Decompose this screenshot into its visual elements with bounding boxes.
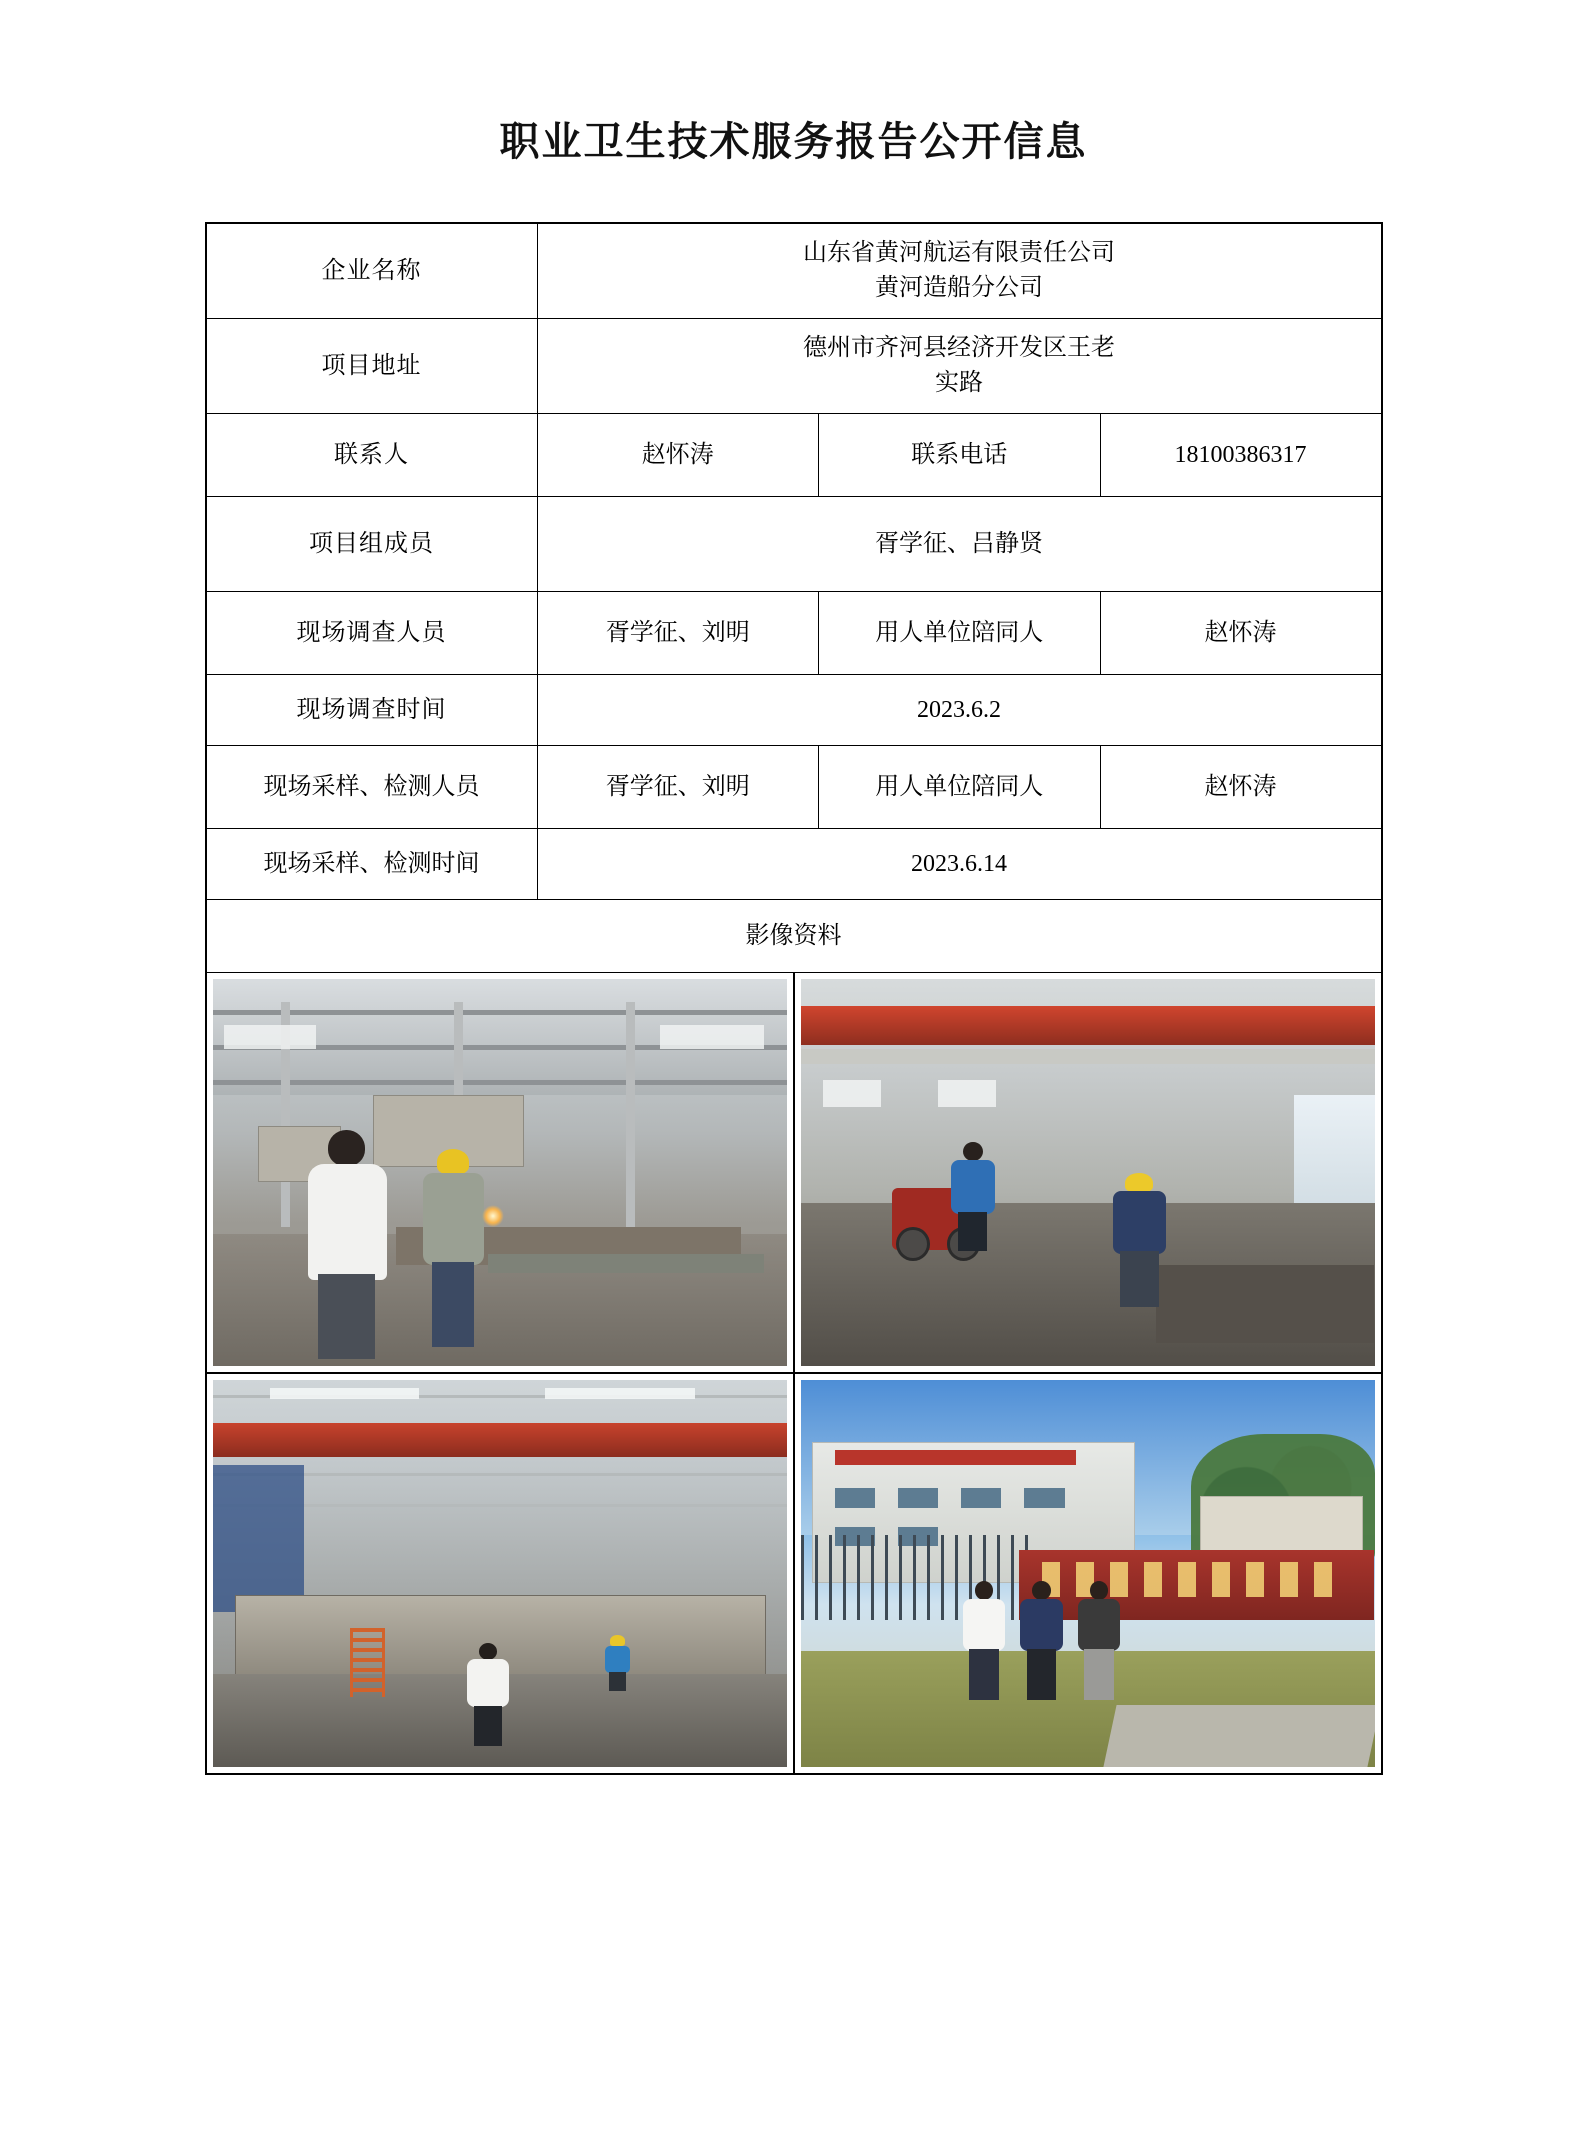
info-table-wrapper bbox=[205, 222, 1383, 1775]
person-head bbox=[975, 1581, 993, 1600]
hard-hat bbox=[1125, 1173, 1153, 1193]
row-value-survey-staff: 胥学征、刘明 bbox=[537, 592, 819, 675]
person-shape bbox=[1076, 1581, 1122, 1697]
row-label-survey-escort: 用人单位陪同人 bbox=[819, 592, 1101, 675]
person-shape bbox=[1019, 1581, 1065, 1697]
building-signboard-shape bbox=[835, 1450, 1076, 1465]
photo-empty-workshop bbox=[207, 1373, 794, 1773]
media-header-label: 影像资料 bbox=[206, 900, 1382, 973]
person-shape bbox=[950, 1142, 996, 1250]
person-shape bbox=[465, 1643, 511, 1744]
photo-crane-hall bbox=[794, 973, 1381, 1373]
worker-shape bbox=[1110, 1173, 1167, 1305]
table-row-survey-staff bbox=[206, 592, 1382, 675]
beam-shape bbox=[213, 1080, 787, 1085]
project-address-line1: 德州市齐河县经济开发区王老 bbox=[803, 335, 1115, 362]
row-label-sampling-date: 现场采样、检测时间 bbox=[206, 829, 538, 900]
photo-company-gate-group-image bbox=[801, 1380, 1375, 1767]
row-label-company-name: 企业名称 bbox=[206, 223, 538, 319]
person-legs bbox=[474, 1706, 502, 1746]
worker-shape bbox=[419, 1149, 488, 1343]
media-cell bbox=[206, 973, 1382, 1775]
table-row-media bbox=[206, 973, 1382, 1775]
steel-shape bbox=[488, 1254, 764, 1273]
table-row-sampling-staff bbox=[206, 746, 1382, 829]
person-head bbox=[1090, 1581, 1108, 1600]
info-table bbox=[205, 222, 1383, 1775]
overhead-crane-shape bbox=[801, 1006, 1375, 1045]
person-body bbox=[1113, 1191, 1166, 1254]
window-shape bbox=[1024, 1488, 1064, 1507]
person-body bbox=[423, 1173, 484, 1266]
row-label-survey-staff: 现场调查人员 bbox=[206, 592, 538, 675]
row-label-project-address: 项目地址 bbox=[206, 319, 538, 414]
table-row-media-header bbox=[206, 900, 1382, 973]
column-shape bbox=[626, 1002, 635, 1226]
project-address-line2: 实路 bbox=[935, 370, 983, 396]
window-shape bbox=[835, 1488, 875, 1507]
person-shape bbox=[961, 1581, 1007, 1697]
row-label-sampling-escort: 用人单位陪同人 bbox=[819, 746, 1101, 829]
person-head bbox=[963, 1142, 983, 1162]
row-value-survey-escort: 赵怀涛 bbox=[1100, 592, 1382, 675]
company-name-line2: 黄河造船分公司 bbox=[875, 275, 1043, 301]
person-legs bbox=[1120, 1251, 1159, 1306]
window-shape bbox=[823, 1080, 880, 1107]
person-legs bbox=[969, 1649, 998, 1700]
welding-spark bbox=[482, 1205, 504, 1227]
ladder-shape bbox=[350, 1628, 385, 1698]
wheel-shape bbox=[896, 1227, 930, 1261]
photo-company-gate-group bbox=[794, 1373, 1381, 1773]
table-row-survey-date bbox=[206, 675, 1382, 746]
window-shape bbox=[660, 1025, 763, 1048]
person-head bbox=[328, 1130, 364, 1166]
person-body bbox=[1078, 1599, 1120, 1651]
blue-wall-shape bbox=[213, 1465, 305, 1612]
table-row-project-address bbox=[206, 319, 1382, 414]
skylight-shape bbox=[545, 1388, 694, 1400]
row-value-sampling-date: 2023.6.14 bbox=[537, 829, 1382, 900]
photo-crane-hall-image bbox=[801, 979, 1375, 1366]
person-legs bbox=[958, 1212, 987, 1251]
skylight-shape bbox=[270, 1388, 419, 1400]
window-shape bbox=[938, 1080, 995, 1107]
row-label-sampling-staff: 现场采样、检测人员 bbox=[206, 746, 538, 829]
person-legs bbox=[609, 1672, 626, 1690]
company-name-line1: 山东省黄河航运有限责任公司 bbox=[803, 240, 1115, 267]
row-value-contact-person: 赵怀涛 bbox=[537, 414, 819, 497]
row-value-sampling-staff: 胥学征、刘明 bbox=[537, 746, 819, 829]
person-body bbox=[467, 1659, 509, 1706]
person-legs bbox=[432, 1262, 475, 1347]
photo-workshop-welding-image bbox=[213, 979, 787, 1366]
row-label-project-members: 项目组成员 bbox=[206, 497, 538, 592]
person-body bbox=[605, 1646, 630, 1673]
person-legs bbox=[318, 1274, 375, 1359]
beam-shape bbox=[213, 1010, 787, 1015]
row-value-project-address bbox=[537, 319, 1382, 414]
overhead-crane-shape bbox=[213, 1423, 787, 1458]
table-row-contact bbox=[206, 414, 1382, 497]
page-title: 职业卫生技术服务报告公开信息 bbox=[499, 119, 1088, 164]
row-value-company-name bbox=[537, 223, 1382, 319]
table-row-sampling-date bbox=[206, 829, 1382, 900]
window-shape bbox=[961, 1488, 1001, 1507]
person-shape bbox=[304, 1130, 390, 1354]
person-head bbox=[1032, 1581, 1050, 1600]
person-legs bbox=[1027, 1649, 1056, 1700]
table-row-company-name bbox=[206, 223, 1382, 319]
worker-shape bbox=[603, 1635, 632, 1689]
steel-plate-shape bbox=[1156, 1265, 1374, 1342]
person-body bbox=[951, 1160, 995, 1214]
table-row-project-members bbox=[206, 497, 1382, 592]
row-value-contact-phone: 18100386317 bbox=[1100, 414, 1382, 497]
row-label-survey-date: 现场调查时间 bbox=[206, 675, 538, 746]
person-body bbox=[963, 1599, 1005, 1651]
window-shape bbox=[898, 1488, 938, 1507]
person-legs bbox=[1084, 1649, 1113, 1700]
path-shape bbox=[1104, 1705, 1375, 1767]
photo-workshop-welding bbox=[207, 973, 794, 1373]
row-value-survey-date: 2023.6.2 bbox=[537, 675, 1382, 746]
document-page bbox=[0, 110, 1587, 2145]
photo-grid bbox=[207, 973, 1381, 1773]
crane-rail-shape bbox=[801, 1049, 1375, 1064]
row-label-contact-phone: 联系电话 bbox=[819, 414, 1101, 497]
hard-hat bbox=[610, 1635, 625, 1646]
person-body bbox=[1020, 1599, 1062, 1651]
hard-hat bbox=[437, 1149, 469, 1174]
row-label-contact-person: 联系人 bbox=[206, 414, 538, 497]
window-shape bbox=[224, 1025, 316, 1048]
row-value-sampling-escort: 赵怀涛 bbox=[1100, 746, 1382, 829]
row-value-project-members: 胥学征、吕静贤 bbox=[537, 497, 1382, 592]
person-head bbox=[479, 1643, 497, 1660]
person-body bbox=[308, 1164, 387, 1281]
photo-empty-workshop-image bbox=[213, 1380, 787, 1767]
